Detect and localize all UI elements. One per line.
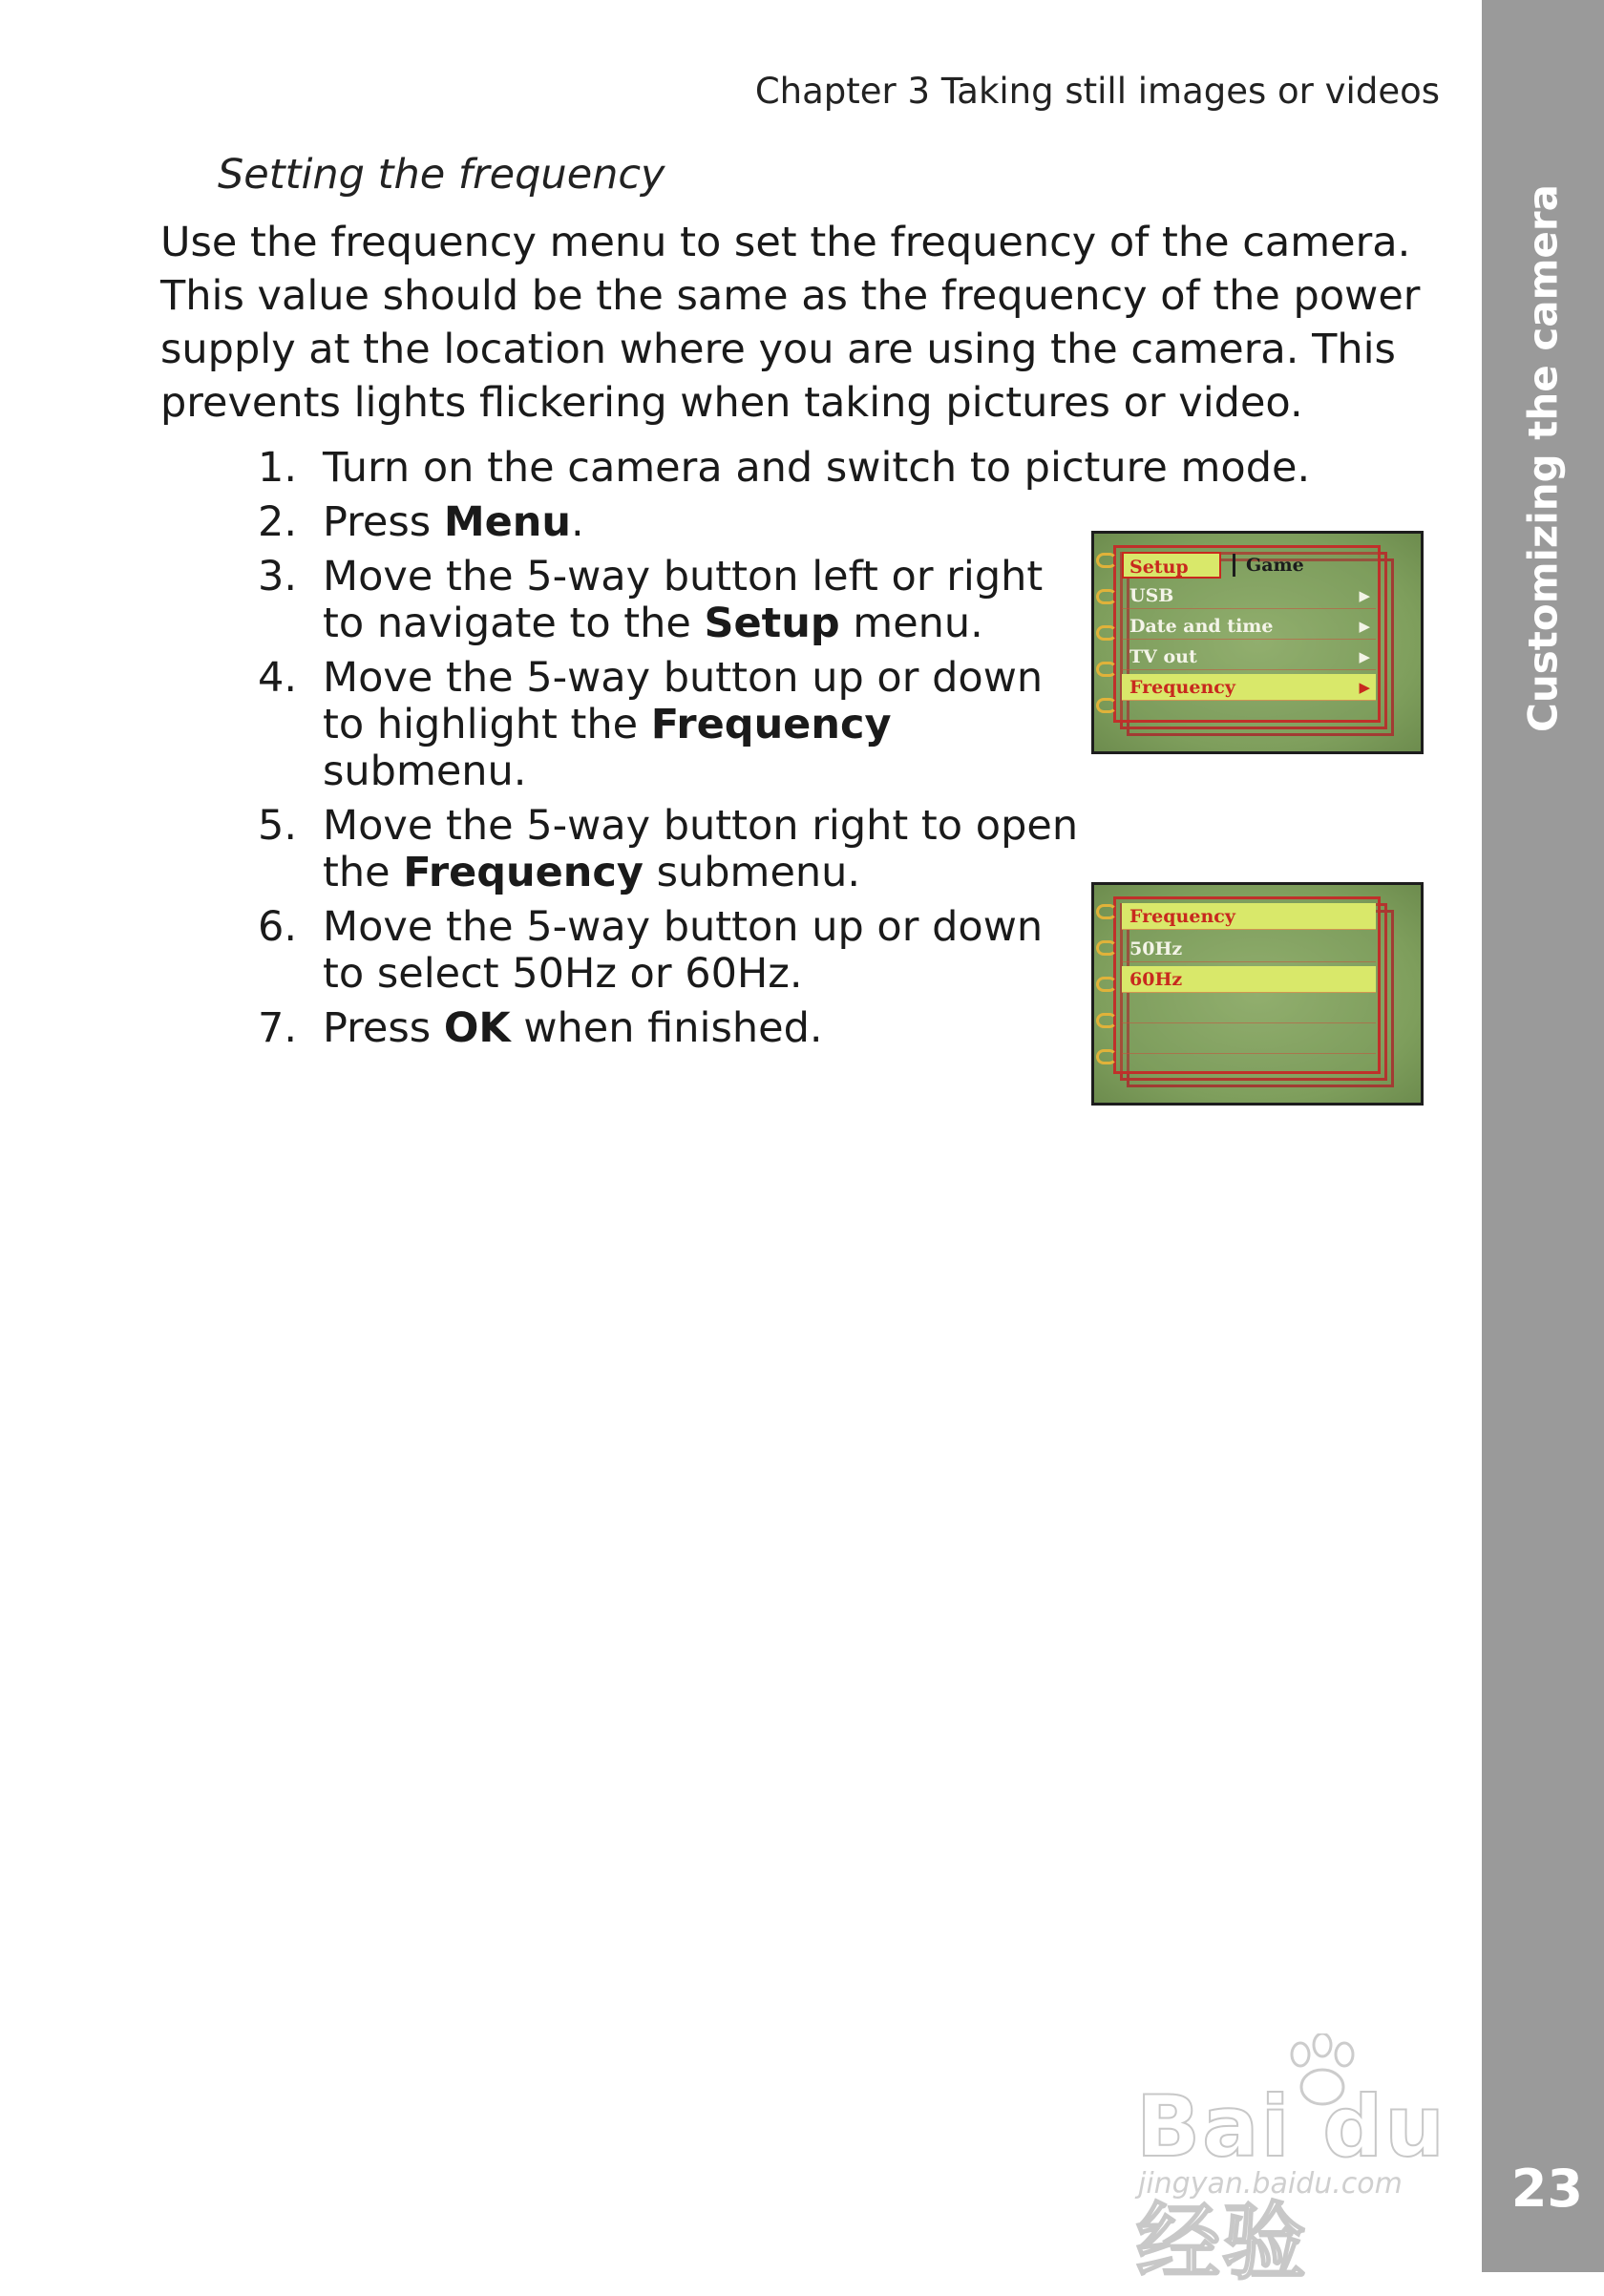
step-bold-term: Frequency [403, 849, 644, 896]
step-number: 7. [258, 1004, 298, 1052]
step-number: 5. [258, 802, 298, 850]
step-number: 1. [258, 444, 298, 492]
tab-divider [1233, 554, 1235, 577]
menu-panel-stack [1113, 545, 1396, 736]
arrow-right-icon: ▶ [1359, 587, 1370, 604]
step-text: submenu. [643, 849, 861, 896]
watermark-url: jingyan.baidu.com [1138, 2167, 1403, 2201]
ring-icon [1096, 698, 1117, 713]
step-text: Turn on the camera and switch to picture mode. [323, 444, 1311, 492]
step-text: Move the 5-way button up or down to highlight the [323, 654, 1044, 748]
step-number: 3. [258, 553, 298, 600]
camera-screen-setup-menu [1091, 531, 1424, 754]
menu-option-50hz: 50Hz [1122, 936, 1376, 962]
tab-game: Game [1246, 555, 1304, 576]
step-text: menu. [839, 600, 983, 647]
ring-icon [1096, 625, 1117, 641]
menu-item-frequency [1122, 674, 1376, 701]
ring-icon [1096, 662, 1117, 677]
step-item [258, 655, 1079, 795]
ring-icon [1096, 1049, 1117, 1064]
intro-paragraph: Use the frequency menu to set the frequency of the camera. This value should be the same as the frequency of the power supply at the location where you are using the camera. This prevents lights flickering when taking pictures or video. [160, 219, 1421, 427]
menu-item-label: USB [1129, 585, 1174, 606]
menu-title: Frequency [1122, 903, 1376, 930]
menu-empty-row [1122, 997, 1376, 1023]
panel-layer [1113, 545, 1381, 723]
step-item [258, 1005, 1079, 1052]
ring-icon [1096, 977, 1117, 992]
step-item [258, 554, 1079, 647]
step-number: 6. [258, 903, 298, 951]
menu-item-label: TV out [1129, 646, 1197, 667]
step-text: . [571, 498, 584, 546]
menu-item-date-time [1122, 613, 1376, 640]
menu-item-label: Date and time [1129, 616, 1274, 637]
step-item [258, 445, 1373, 492]
step-text: Move the 5-way button left or right to navigate to the [323, 553, 1044, 647]
chapter-header: Chapter 3 Taking still images or videos [754, 71, 1440, 112]
arrow-right-icon: ▶ [1359, 648, 1370, 665]
panel-layer [1113, 896, 1381, 1074]
section-heading: Setting the frequency [218, 151, 665, 199]
ring-icon [1096, 1013, 1117, 1028]
menu-empty-row [1122, 1027, 1376, 1054]
tab-setup: Setup [1122, 552, 1221, 579]
step-text: Press [323, 1004, 444, 1052]
menu-item-tv-out [1122, 643, 1376, 670]
menu-item-usb [1122, 582, 1376, 609]
watermark-logo: Bai du 经验 [1136, 2077, 1446, 2291]
step-text: when finished. [510, 1004, 823, 1052]
step-number: 4. [258, 654, 298, 702]
ring-icon [1096, 553, 1117, 568]
page-number: 23 [1510, 2159, 1583, 2219]
step-text: submenu. [323, 748, 527, 795]
menu-item-label: Frequency [1129, 677, 1235, 698]
binder-rings [1096, 904, 1117, 1085]
ring-icon [1096, 589, 1117, 604]
arrow-right-icon: ▶ [1359, 679, 1370, 696]
menu-tabs [1122, 552, 1376, 579]
step-number: 2. [258, 498, 298, 546]
menu-option-60hz: 60Hz [1122, 966, 1376, 993]
step-bold-term: Setup [704, 600, 840, 647]
step-bold-term: Frequency [650, 701, 892, 748]
step-item [258, 803, 1079, 896]
menu-panel-stack [1113, 896, 1396, 1087]
step-bold-term: OK [443, 1004, 511, 1052]
ring-icon [1096, 904, 1117, 919]
step-text: Move the 5-way button right to open the [323, 802, 1079, 896]
step-item [258, 904, 1079, 998]
step-text: Press [323, 498, 444, 546]
step-item [258, 499, 1079, 546]
binder-rings [1096, 553, 1117, 734]
step-bold-term: Menu [443, 498, 572, 546]
ring-icon [1096, 940, 1117, 956]
camera-screen-frequency-menu [1091, 882, 1424, 1106]
arrow-right-icon: ▶ [1359, 618, 1370, 635]
sidebar-chapter-label: Customizing the camera [1519, 184, 1567, 732]
chapter-sidebar [1482, 0, 1604, 2272]
step-text: Move the 5-way button up or down to select 50Hz or 60Hz. [323, 903, 1044, 998]
